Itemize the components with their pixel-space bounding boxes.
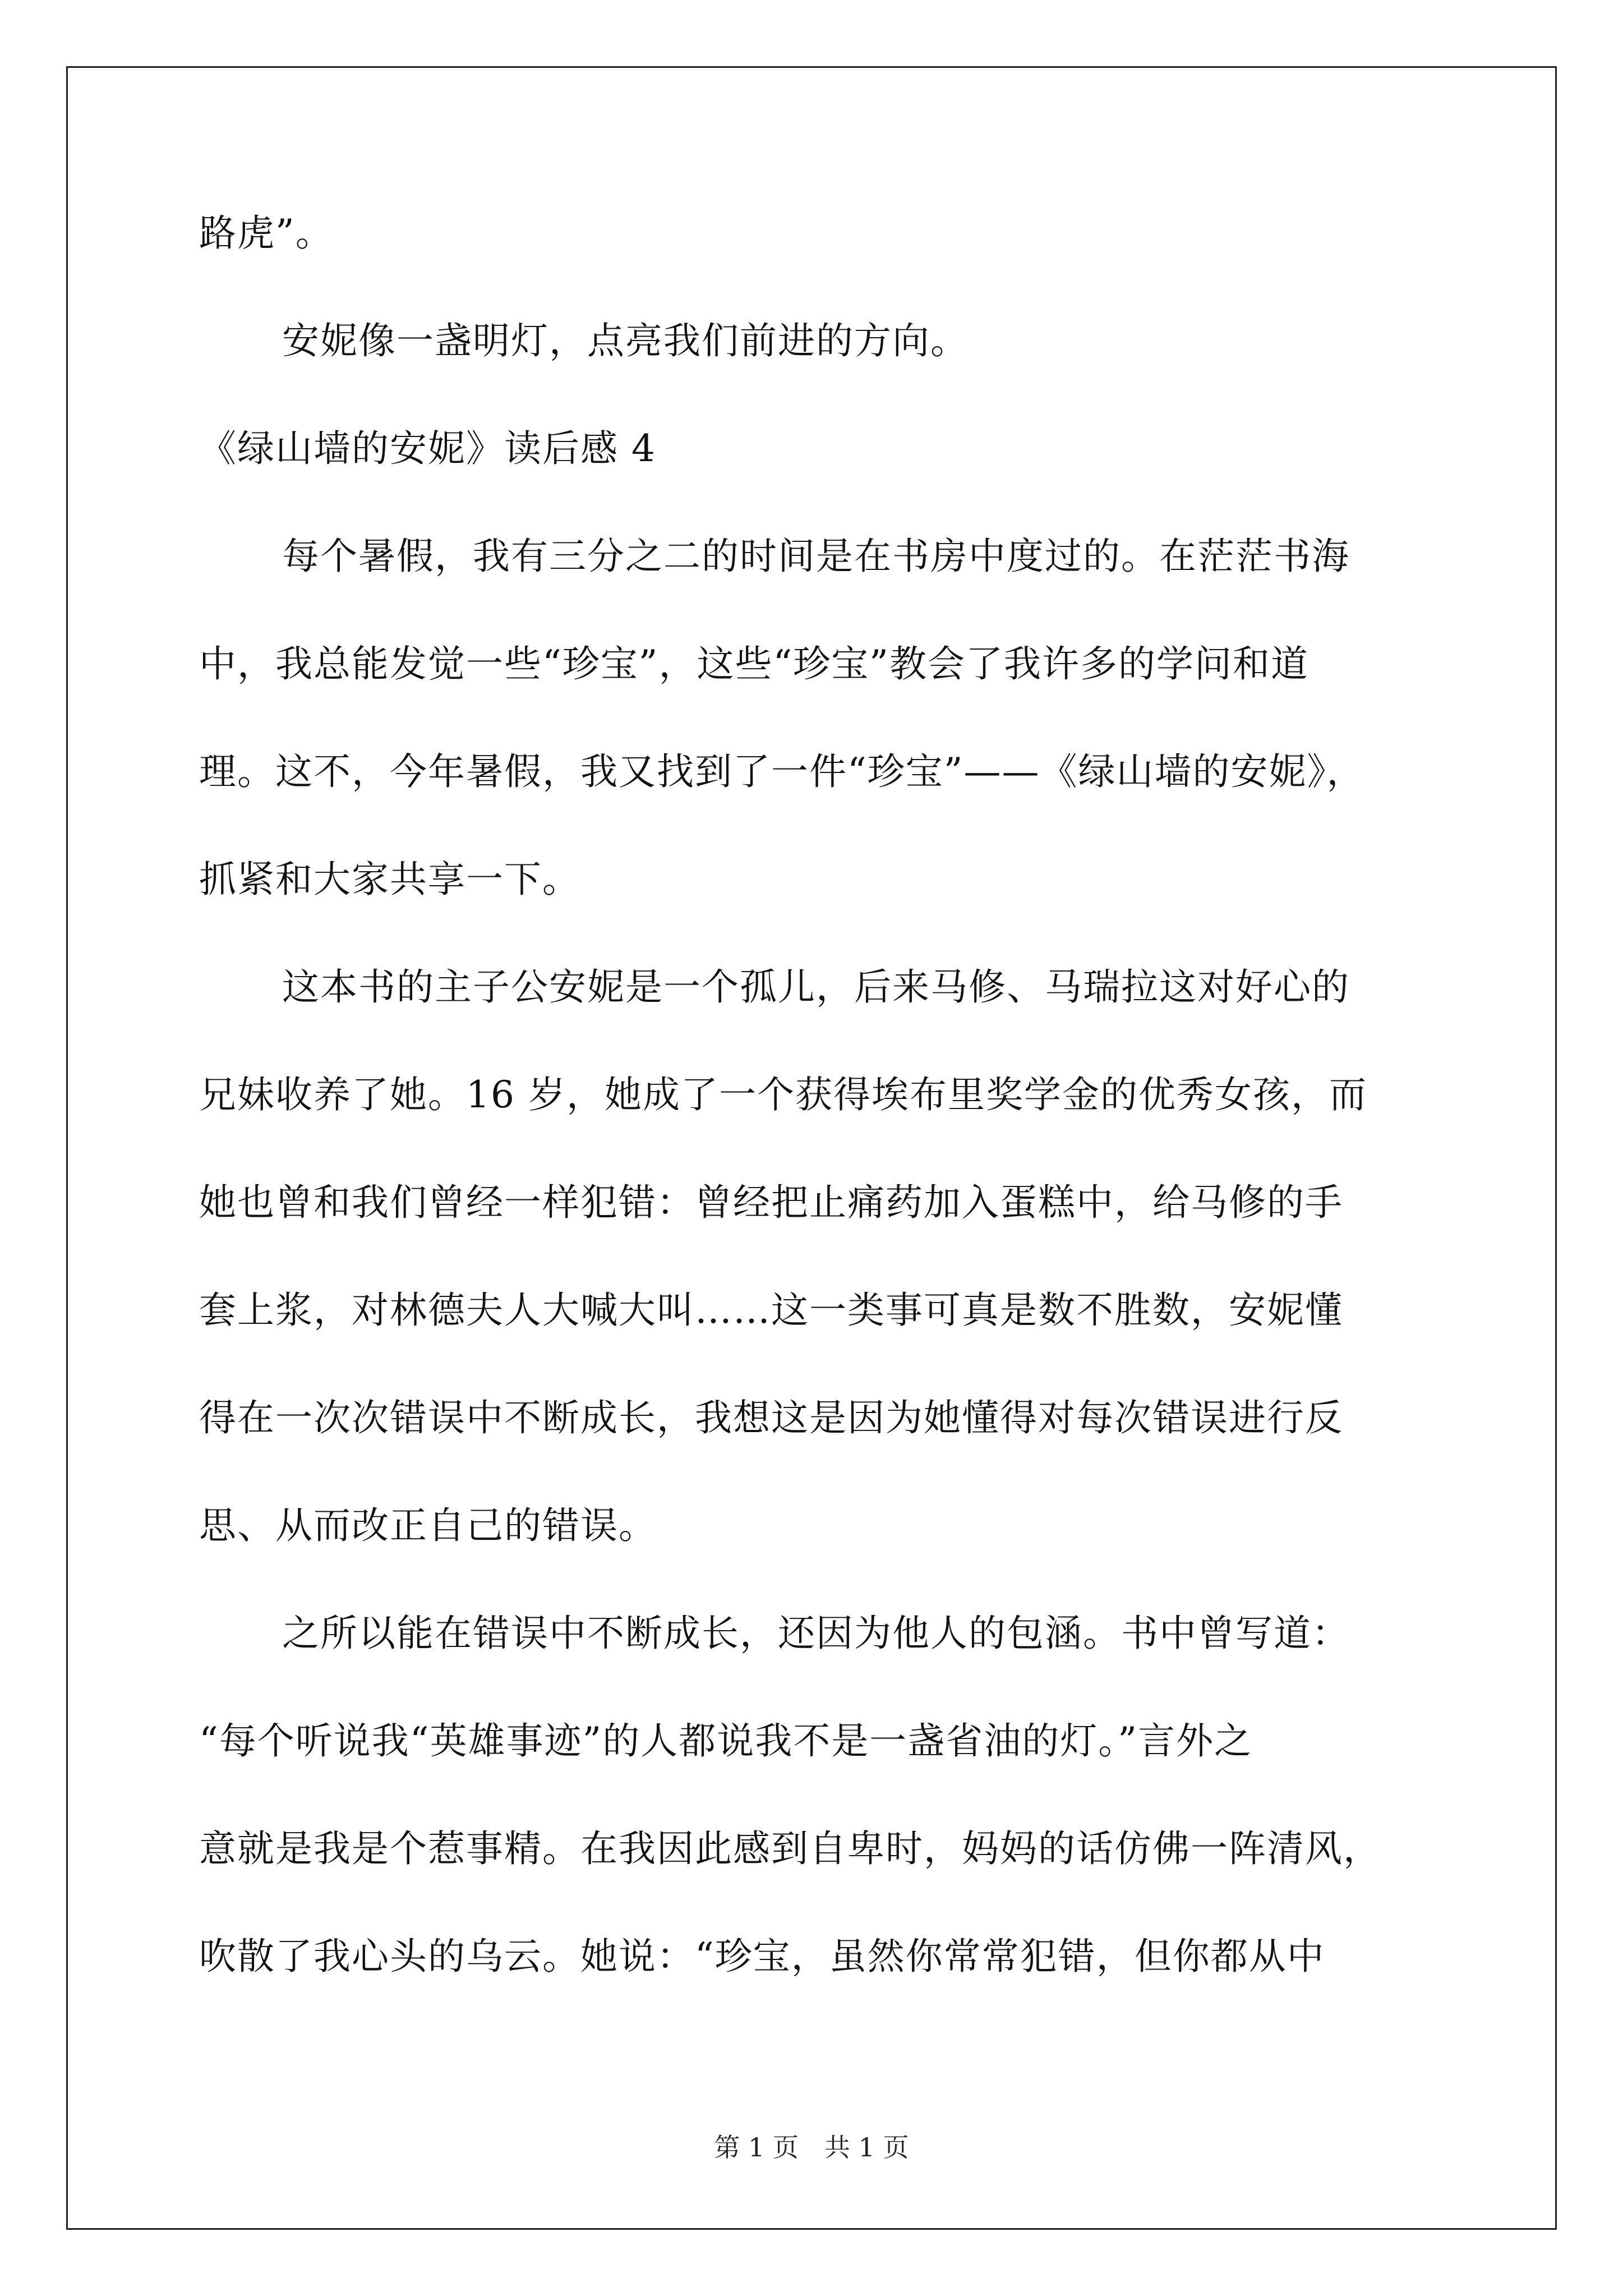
- text-line: 抓紧和大家共享一下。: [199, 858, 580, 901]
- text-line: “每个听说我“英雄事迹”的人都说我不是一盏省油的灯。”言外之: [199, 1719, 1252, 1763]
- document-body: [199, 213, 1422, 2044]
- text-line: 理。这不，今年暑假，我又找到了一件“珍宝”——《绿山墙的安妮》，: [199, 750, 1365, 793]
- paragraph-line: 每个暑假，我有三分之二的时间是在书房中度过的。在茫茫书海: [282, 535, 1350, 578]
- paragraph-line: 之所以能在错误中不断成长，还因为他人的包涵。书中曾写道：: [282, 1612, 1350, 1655]
- text-line: 吹散了我心头的乌云。她说：“珍宝，虽然你常常犯错，但你都从中: [199, 1935, 1325, 1978]
- text-line: 路虎”。: [199, 211, 334, 255]
- section-title: 《绿山墙的安妮》读后感 4: [199, 427, 656, 470]
- text-line: 得在一次次错误中不断成长，我想这是因为她懂得对每次错误进行反: [199, 1396, 1343, 1439]
- text-line: 思、从而改正自己的错误。: [199, 1504, 657, 1547]
- page-number: 第 1 页 共 1 页: [714, 2132, 909, 2162]
- text-line: 兄妹收养了她。16 岁，她成了一个获得埃布里奖学金的优秀女孩，而: [199, 1073, 1367, 1116]
- paragraph-line: 这本书的主子公安妮是一个孤儿，后来马修、马瑞拉这对好心的: [282, 965, 1350, 1009]
- paragraph-line: 安妮像一盏明灯，点亮我们前进的方向。: [282, 319, 969, 362]
- text-line: 套上浆，对林德夫人大喊大叫……这一类事可真是数不胜数，安妮懂: [199, 1289, 1343, 1332]
- text-line: 中，我总能发觉一些“珍宝”，这些“珍宝”教会了我许多的学问和道: [199, 642, 1309, 685]
- text-line: 她也曾和我们曾经一样犯错：曾经把止痛药加入蛋糕中，给马修的手: [199, 1181, 1343, 1224]
- text-line: 意就是我是个惹事精。在我因此感到自卑时，妈妈的话仿佛一阵清风，: [199, 1827, 1381, 1870]
